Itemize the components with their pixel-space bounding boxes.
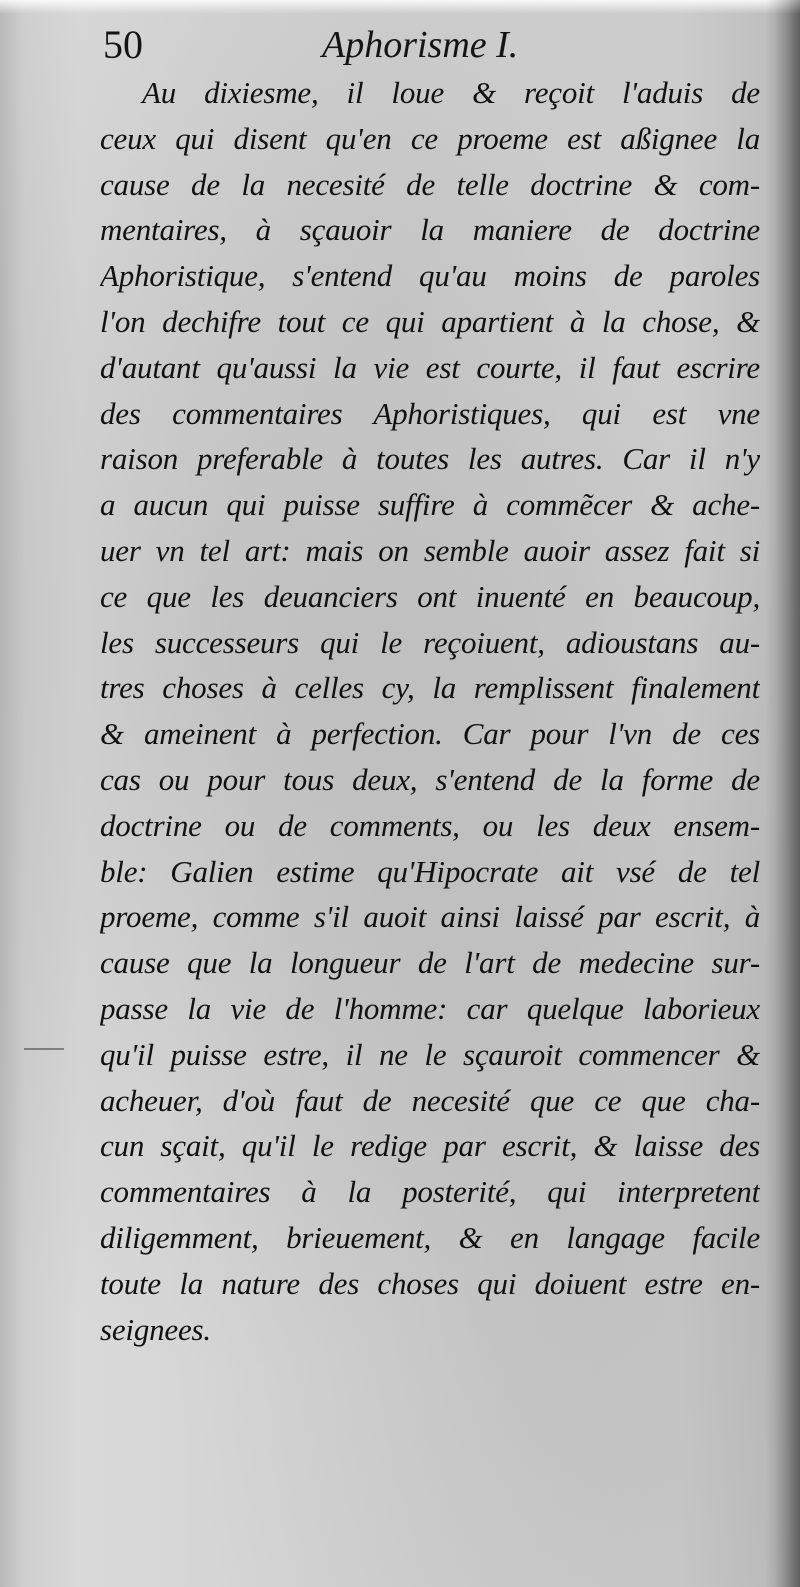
text-line: ce que les deuanciers ont inuenté en beaucoup, [100, 578, 760, 614]
running-head [0, 20, 800, 70]
text-line: seignees. [100, 1311, 211, 1347]
text-line: ble: Galien estime qu'Hipocrate ait vsé de tel [100, 853, 760, 889]
page-top-edge [0, 0, 800, 14]
running-title: Aphorisme I. [322, 24, 519, 66]
text-line: diligemment, brieuement, & en langage facile [100, 1219, 760, 1255]
text-line: acheuer, d'où faut de necesité que ce que cha- [100, 1082, 760, 1118]
text-line: qu'il puisse estre, il ne le sçauroit commencer & [100, 1036, 760, 1072]
text-line: raison preferable à toutes les autres. Car il n'y [100, 441, 760, 477]
text-line: d'autant qu'aussi la vie est courte, il faut escrire [100, 349, 760, 385]
text-line: & ameinent à perfection. Car pour l'vn de ces [100, 716, 760, 752]
text-line: cas ou pour tous deux, s'entend de la forme de [100, 761, 760, 797]
text-line: mentaires, à sçauoir la maniere de doctrine [100, 212, 760, 248]
text-line: les successeurs qui le reçoiuent, adioustans au- [100, 624, 760, 660]
text-line: cause de la necesité de telle doctrine & com- [100, 166, 760, 202]
text-line: des commentaires Aphoristiques, qui est vne [100, 395, 760, 431]
margin-mark [24, 1048, 64, 1050]
text-line: ceux qui disent qu'en ce proeme est aßignee la [100, 120, 760, 156]
text-line: Aphoristique, s'entend qu'au moins de paroles [100, 258, 760, 294]
text-line: commentaires à la posterité, qui interpretent [100, 1174, 760, 1210]
page-number: 50 [103, 22, 143, 67]
text-line: a aucun qui puisse suffire à commẽcer & ache- [100, 487, 760, 523]
text-line: tres choses à celles cy, la remplissent finalement [100, 670, 760, 706]
gutter-shadow [766, 0, 800, 1587]
text-line: doctrine ou de comments, ou les deux ensem- [100, 807, 760, 843]
text-line: Au dixiesme, il loue & reçoit l'aduis de [142, 75, 760, 110]
text-line: cause que la longueur de l'art de medecine sur- [100, 945, 760, 981]
text-line: l'on dechifre tout ce qui apartient à la chose, & [100, 303, 760, 339]
body-text [100, 70, 760, 1352]
text-line: toute la nature des choses qui doiuent estre en- [100, 1265, 760, 1301]
text-line: proeme, comme s'il auoit ainsi laissé par escrit, à [100, 899, 760, 935]
text-line: cun sçait, qu'il le redige par escrit, & laisse des [100, 1128, 760, 1164]
text-line: uer vn tel art: mais on semble auoir assez fait si [100, 532, 760, 568]
text-line: passe la vie de l'homme: car quelque laborieux [100, 990, 760, 1026]
